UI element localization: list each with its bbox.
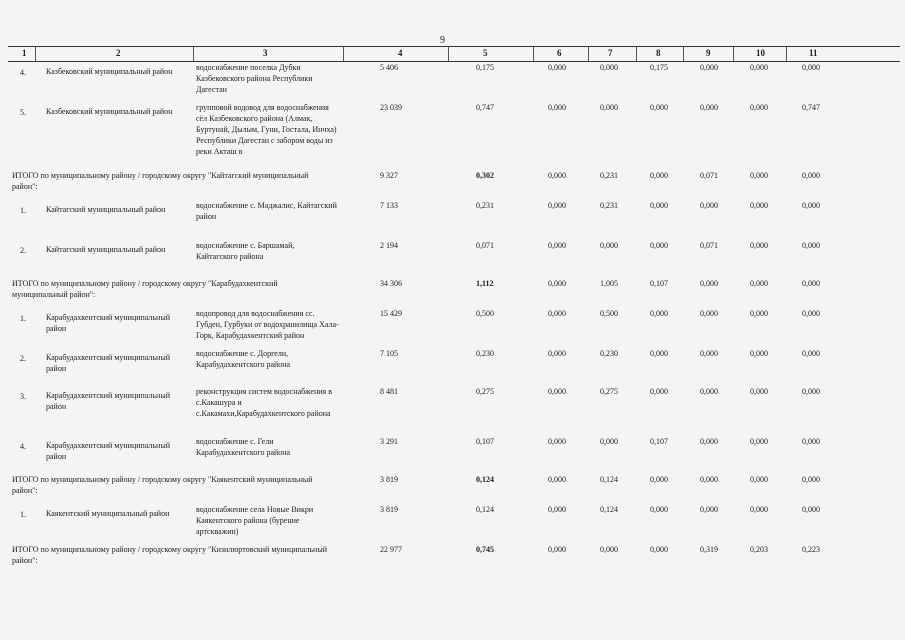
cell-c7: 0,000	[600, 241, 618, 250]
cell-c6: 0,000	[548, 241, 566, 250]
cell-c5: 0,745	[476, 545, 494, 554]
cell-c5: 0,175	[476, 63, 494, 72]
cell-c7: 0,000	[600, 437, 618, 446]
cell-c7: 0,231	[600, 171, 618, 180]
cell-c4: 15 429	[380, 309, 402, 318]
cell-c11: 0,000	[802, 171, 820, 180]
cell-c8: 0,175	[650, 63, 668, 72]
cell-c5: 0,231	[476, 201, 494, 210]
cell-c4: 3 819	[380, 505, 398, 514]
cell-c6: 0,000	[548, 387, 566, 396]
cell-c6: 0,000	[548, 505, 566, 514]
cell-c9: 0,000	[700, 279, 718, 288]
cell-c10: 0,000	[750, 387, 768, 396]
cell-c10: 0,203	[750, 545, 768, 554]
cell-c5: 1,112	[476, 279, 494, 288]
cell-c11: 0,000	[802, 63, 820, 72]
row-number: 5.	[20, 108, 26, 117]
cell-c7: 0,000	[600, 63, 618, 72]
cell-c11: 0,000	[802, 279, 820, 288]
cell-c10: 0,000	[750, 349, 768, 358]
row-district: Карабудахкентский муниципальный район	[46, 353, 170, 373]
row-number: 2.	[20, 354, 26, 363]
cell-c4: 5 406	[380, 63, 398, 72]
total-label: ИТОГО по муниципальному району / городскому округу "Карабудахкентский муниципальный район":	[12, 279, 278, 299]
cell-c5: 0,500	[476, 309, 494, 318]
cell-c10: 0,000	[750, 279, 768, 288]
cell-c6: 0,000	[548, 103, 566, 112]
cell-c4: 22 977	[380, 545, 402, 554]
cell-c5: 0,124	[476, 505, 494, 514]
cell-c10: 0,000	[750, 309, 768, 318]
cell-c9: 0,319	[700, 545, 718, 554]
total-label: ИТОГО по муниципальному району / городскому округу "Кизилюртовский муниципальный район":	[12, 545, 327, 565]
cell-c7: 0,124	[600, 475, 618, 484]
row-number: 3.	[20, 392, 26, 401]
header-col-7: 7	[608, 48, 613, 58]
cell-c9: 0,071	[700, 171, 718, 180]
cell-c5: 0,747	[476, 103, 494, 112]
cell-c9: 0,000	[700, 475, 718, 484]
row-number: 1.	[20, 206, 26, 215]
cell-c9: 0,000	[700, 201, 718, 210]
cell-c10: 0,000	[750, 437, 768, 446]
cell-c4: 7 105	[380, 349, 398, 358]
cell-c11: 0,000	[802, 475, 820, 484]
header-col-3: 3	[263, 48, 268, 58]
cell-c4: 23 039	[380, 103, 402, 112]
cell-c6: 0,000	[548, 349, 566, 358]
row-description: реконструкция систем водоснабжения в с.Какашура и с.Какамахи,Карабудахкентского района	[196, 387, 332, 418]
row-district: Карабудахкентский муниципальный район	[46, 391, 170, 411]
cell-c8: 0,000	[650, 201, 668, 210]
row-number: 4.	[20, 68, 26, 77]
row-description: водоснабжение села Новые Викри Каякентского района (бурение артскважин)	[196, 505, 314, 536]
cell-c8: 0,000	[650, 545, 668, 554]
row-district: Карабудахкентский муниципальный район	[46, 441, 170, 461]
row-district: Карабудахкентский муниципальный район	[46, 313, 170, 333]
cell-c7: 0,500	[600, 309, 618, 318]
cell-c10: 0,000	[750, 63, 768, 72]
cell-c8: 0,000	[650, 171, 668, 180]
header-col-1: 1	[22, 48, 27, 58]
cell-c9: 0,000	[700, 103, 718, 112]
row-district: Кайтагский муниципальный район	[46, 205, 166, 214]
row-district: Казбековский муниципальный район	[46, 107, 173, 116]
header-col-10: 10	[756, 48, 765, 58]
cell-c7: 0,000	[600, 545, 618, 554]
cell-c4: 34 306	[380, 279, 402, 288]
cell-c11: 0,000	[802, 241, 820, 250]
cell-c4: 3 819	[380, 475, 398, 484]
cell-c8: 0,000	[650, 309, 668, 318]
cell-c8: 0,000	[650, 475, 668, 484]
cell-c5: 0,124	[476, 475, 494, 484]
cell-c10: 0,000	[750, 505, 768, 514]
cell-c9: 0,000	[700, 63, 718, 72]
cell-c6: 0,000	[548, 63, 566, 72]
cell-c9: 0,000	[700, 505, 718, 514]
page-number: 9	[440, 35, 445, 46]
row-description: водопровод для водоснабжения сс. Губден, Гурбуки от водохранилища Хала- Горк, Карабудахкентский район	[196, 309, 339, 340]
cell-c5: 0,230	[476, 349, 494, 358]
row-number: 1.	[20, 314, 26, 323]
header-col-8: 8	[656, 48, 661, 58]
row-number: 2.	[20, 246, 26, 255]
cell-c8: 0,000	[650, 349, 668, 358]
row-district: Казбековский муниципальный район	[46, 67, 173, 76]
row-description: водоснабжение поселка Дубки Казбековского района Республики Дагестан	[196, 63, 313, 94]
cell-c10: 0,000	[750, 241, 768, 250]
cell-c5: 0,071	[476, 241, 494, 250]
cell-c10: 0,000	[750, 171, 768, 180]
cell-c11: 0,000	[802, 437, 820, 446]
cell-c7: 0,231	[600, 201, 618, 210]
header-col-11: 11	[809, 48, 818, 58]
cell-c6: 0,000	[548, 279, 566, 288]
cell-c6: 0,000	[548, 171, 566, 180]
cell-c4: 2 194	[380, 241, 398, 250]
cell-c5: 0,302	[476, 171, 494, 180]
cell-c7: 1,005	[600, 279, 618, 288]
cell-c6: 0,000	[548, 309, 566, 318]
row-description: водоснабжение с. Баршамай, Кайтагского района	[196, 241, 295, 261]
cell-c6: 0,000	[548, 201, 566, 210]
cell-c5: 0,275	[476, 387, 494, 396]
header-col-5: 5	[483, 48, 488, 58]
table-header	[8, 46, 900, 62]
cell-c7: 0,124	[600, 505, 618, 514]
cell-c8: 0,107	[650, 437, 668, 446]
row-number: 1.	[20, 510, 26, 519]
row-description: водоснабжение с. Маджалис, Кайтагский район	[196, 201, 337, 221]
row-description: водоснабжение с. Гели Карабудахкентского района	[196, 437, 291, 457]
total-label: ИТОГО по муниципальному району / городскому округу "Кайтагский муниципальный район":	[12, 171, 309, 191]
cell-c6: 0,000	[548, 437, 566, 446]
cell-c8: 0,000	[650, 505, 668, 514]
cell-c6: 0,000	[548, 545, 566, 554]
cell-c8: 0,000	[650, 387, 668, 396]
header-col-9: 9	[706, 48, 711, 58]
cell-c7: 0,000	[600, 103, 618, 112]
cell-c9: 0,000	[700, 437, 718, 446]
cell-c8: 0,107	[650, 279, 668, 288]
cell-c10: 0,000	[750, 201, 768, 210]
cell-c9: 0,000	[700, 309, 718, 318]
cell-c7: 0,230	[600, 349, 618, 358]
cell-c11: 0,000	[802, 505, 820, 514]
cell-c4: 9 327	[380, 171, 398, 180]
cell-c9: 0,000	[700, 387, 718, 396]
row-number: 4.	[20, 442, 26, 451]
header-col-4: 4	[398, 48, 403, 58]
cell-c8: 0,000	[650, 241, 668, 250]
cell-c9: 0,000	[700, 349, 718, 358]
cell-c8: 0,000	[650, 103, 668, 112]
cell-c11: 0,000	[802, 387, 820, 396]
cell-c9: 0,071	[700, 241, 718, 250]
cell-c4: 8 481	[380, 387, 398, 396]
cell-c7: 0,275	[600, 387, 618, 396]
cell-c10: 0,000	[750, 475, 768, 484]
row-description: водоснабжение с. Доргели, Карабудахкентского района	[196, 349, 291, 369]
total-label: ИТОГО по муниципальному району / городскому округу "Каякентский муниципальный район":	[12, 475, 313, 495]
cell-c11: 0,000	[802, 309, 820, 318]
cell-c4: 7 133	[380, 201, 398, 210]
cell-c4: 3 291	[380, 437, 398, 446]
cell-c10: 0,000	[750, 103, 768, 112]
row-description: групповой водовод для водоснабжения сёл Казбековского района (Алмак, Буртунай, Дылым, Гуни, Гостала, Инчха) Республики Дагестан с забором воды из реки Акташ в	[196, 103, 337, 156]
cell-c11: 0,000	[802, 349, 820, 358]
header-col-6: 6	[557, 48, 562, 58]
cell-c11: 0,000	[802, 201, 820, 210]
cell-c11: 0,747	[802, 103, 820, 112]
row-district: Кайтагский муниципальный район	[46, 245, 166, 254]
cell-c6: 0,000	[548, 475, 566, 484]
cell-c11: 0,223	[802, 545, 820, 554]
row-district: Каякентский муниципальный район	[46, 509, 170, 518]
cell-c5: 0,107	[476, 437, 494, 446]
header-col-2: 2	[116, 48, 121, 58]
